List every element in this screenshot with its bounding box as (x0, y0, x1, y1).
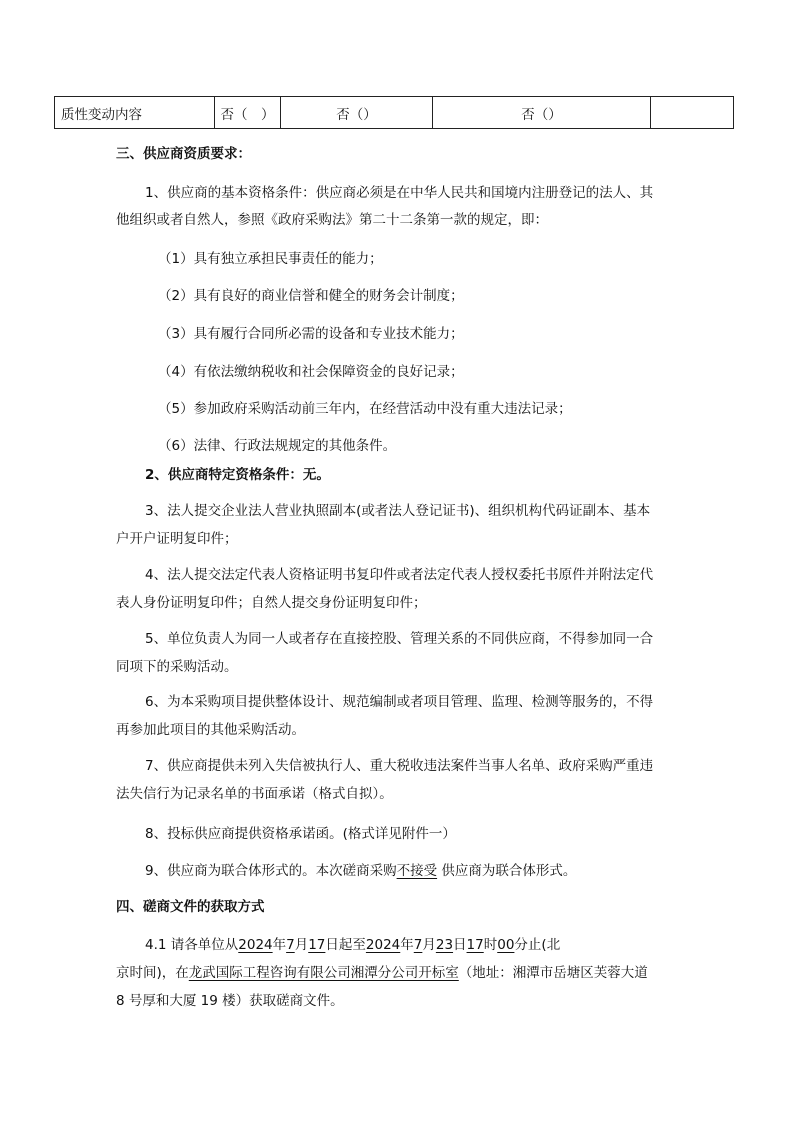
start-month: 7 (286, 937, 295, 953)
end-hour: 17 (466, 937, 484, 953)
acquire-pre: 4.1 请各单位从 (145, 937, 239, 953)
acquire-line1 (145, 933, 560, 953)
p2-specific-qualification: 2、供应商特定资格条件：无。 (145, 467, 330, 483)
acquire-l2-pre: 京时间)，在 (116, 965, 189, 981)
p8: 8、投标供应商提供资格承诺函。(格式详见附件一） (145, 826, 456, 842)
p6-line2: 再参加此项目的其他采购活动。 (116, 722, 305, 738)
end-year: 2024 (365, 937, 401, 953)
end-day: 23 (435, 937, 454, 953)
p9-pre: 9、供应商为联合体形式的。本次磋商采购 (145, 863, 397, 879)
day-label-2: 日 (453, 937, 467, 953)
p9-not-accepted: 不接受 (396, 863, 438, 879)
req-item-5: （5）参加政府采购活动前三年内，在经营活动中没有重大违法记录； (158, 401, 572, 417)
end-month: 7 (413, 937, 423, 953)
end-minute: 00 (497, 937, 515, 953)
hour-label: 时 (483, 937, 498, 953)
acquire-place: 龙武国际工程咨询有限公司湘潭分公司开标室 (188, 965, 459, 981)
section3-heading: 三、供应商资质要求： (116, 146, 251, 162)
p6-line1: 6、为本采购项目提供整体设计、规范编制或者项目管理、监理、检测等服务的，不得 (145, 694, 654, 710)
empty-cell (651, 97, 733, 128)
acquire-line2 (116, 961, 648, 981)
p7-line1: 7、供应商提供未列入失信被执行人、重大税收违法案件当事人名单、政府采购严重违 (145, 758, 654, 774)
p1-line1: 1、供应商的基本资格条件：供应商必须是在中华人民共和国境内注册登记的法人、其 (145, 185, 654, 201)
p1-line2: 他组织或者自然人，参照《政府采购法》第二十二条第一款的规定，即： (116, 212, 548, 228)
year-label-1: 年 (272, 937, 287, 953)
section4-heading: 四、磋商文件的获取方式 (116, 899, 265, 915)
minute-label: 分止(北 (514, 937, 561, 953)
p4-line1: 4、法人提交法定代表人资格证明书复印件或者法定代表人授权委托书原件并附法定代 (145, 567, 654, 583)
p7-line2: 法失信行为记录名单的书面承诺（格式自拟）。 (116, 786, 393, 802)
month-label-2: 月 (422, 937, 436, 953)
change-table-row (54, 96, 734, 129)
no-cell-1: 否（ ） (215, 97, 281, 128)
p9 (145, 859, 576, 879)
year-label-2: 年 (400, 937, 414, 953)
no-cell-3: 否（） (433, 97, 651, 128)
req-item-3: （3）具有履行合同所必需的设备和专业技术能力； (158, 326, 464, 342)
start-day: 17 (308, 937, 326, 953)
req-item-4: （4）有依法缴纳税收和社会保障资金的良好记录； (158, 364, 464, 380)
acquire-line3: 8 号厚和大厦 19 楼）获取磋商文件。 (116, 993, 344, 1009)
row-label-cell: 质性变动内容 (55, 97, 215, 128)
no-cell-2: 否（） (281, 97, 433, 128)
start-year: 2024 (238, 937, 273, 953)
day-label-1: 日起至 (325, 937, 366, 953)
p5-line1: 5、单位负责人为同一人或者存在直接控股、管理关系的不同供应商，不得参加同一合 (145, 631, 654, 647)
acquire-address-pre: （地址：湘潭市岳塘区芙蓉大道 (458, 965, 648, 981)
p4-line2: 表人身份证明复印件；自然人提交身份证明复印件； (116, 595, 427, 611)
p9-post: 供应商为联合体形式。 (437, 863, 577, 879)
p3-line1: 3、法人提交企业法人营业执照副本(或者法人登记证书)、组织机构代码证副本、基本 (145, 503, 651, 519)
req-item-2: （2）具有良好的商业信誉和健全的财务会计制度； (158, 288, 464, 304)
req-item-1: （1）具有独立承担民事责任的能力； (158, 251, 383, 267)
req-item-6: （6）法律、行政法规规定的其他条件。 (158, 438, 397, 454)
p3-line2: 户开户证明复印件； (116, 531, 238, 547)
month-label-1: 月 (294, 937, 309, 953)
p5-line2: 同项下的采购活动。 (116, 659, 238, 675)
